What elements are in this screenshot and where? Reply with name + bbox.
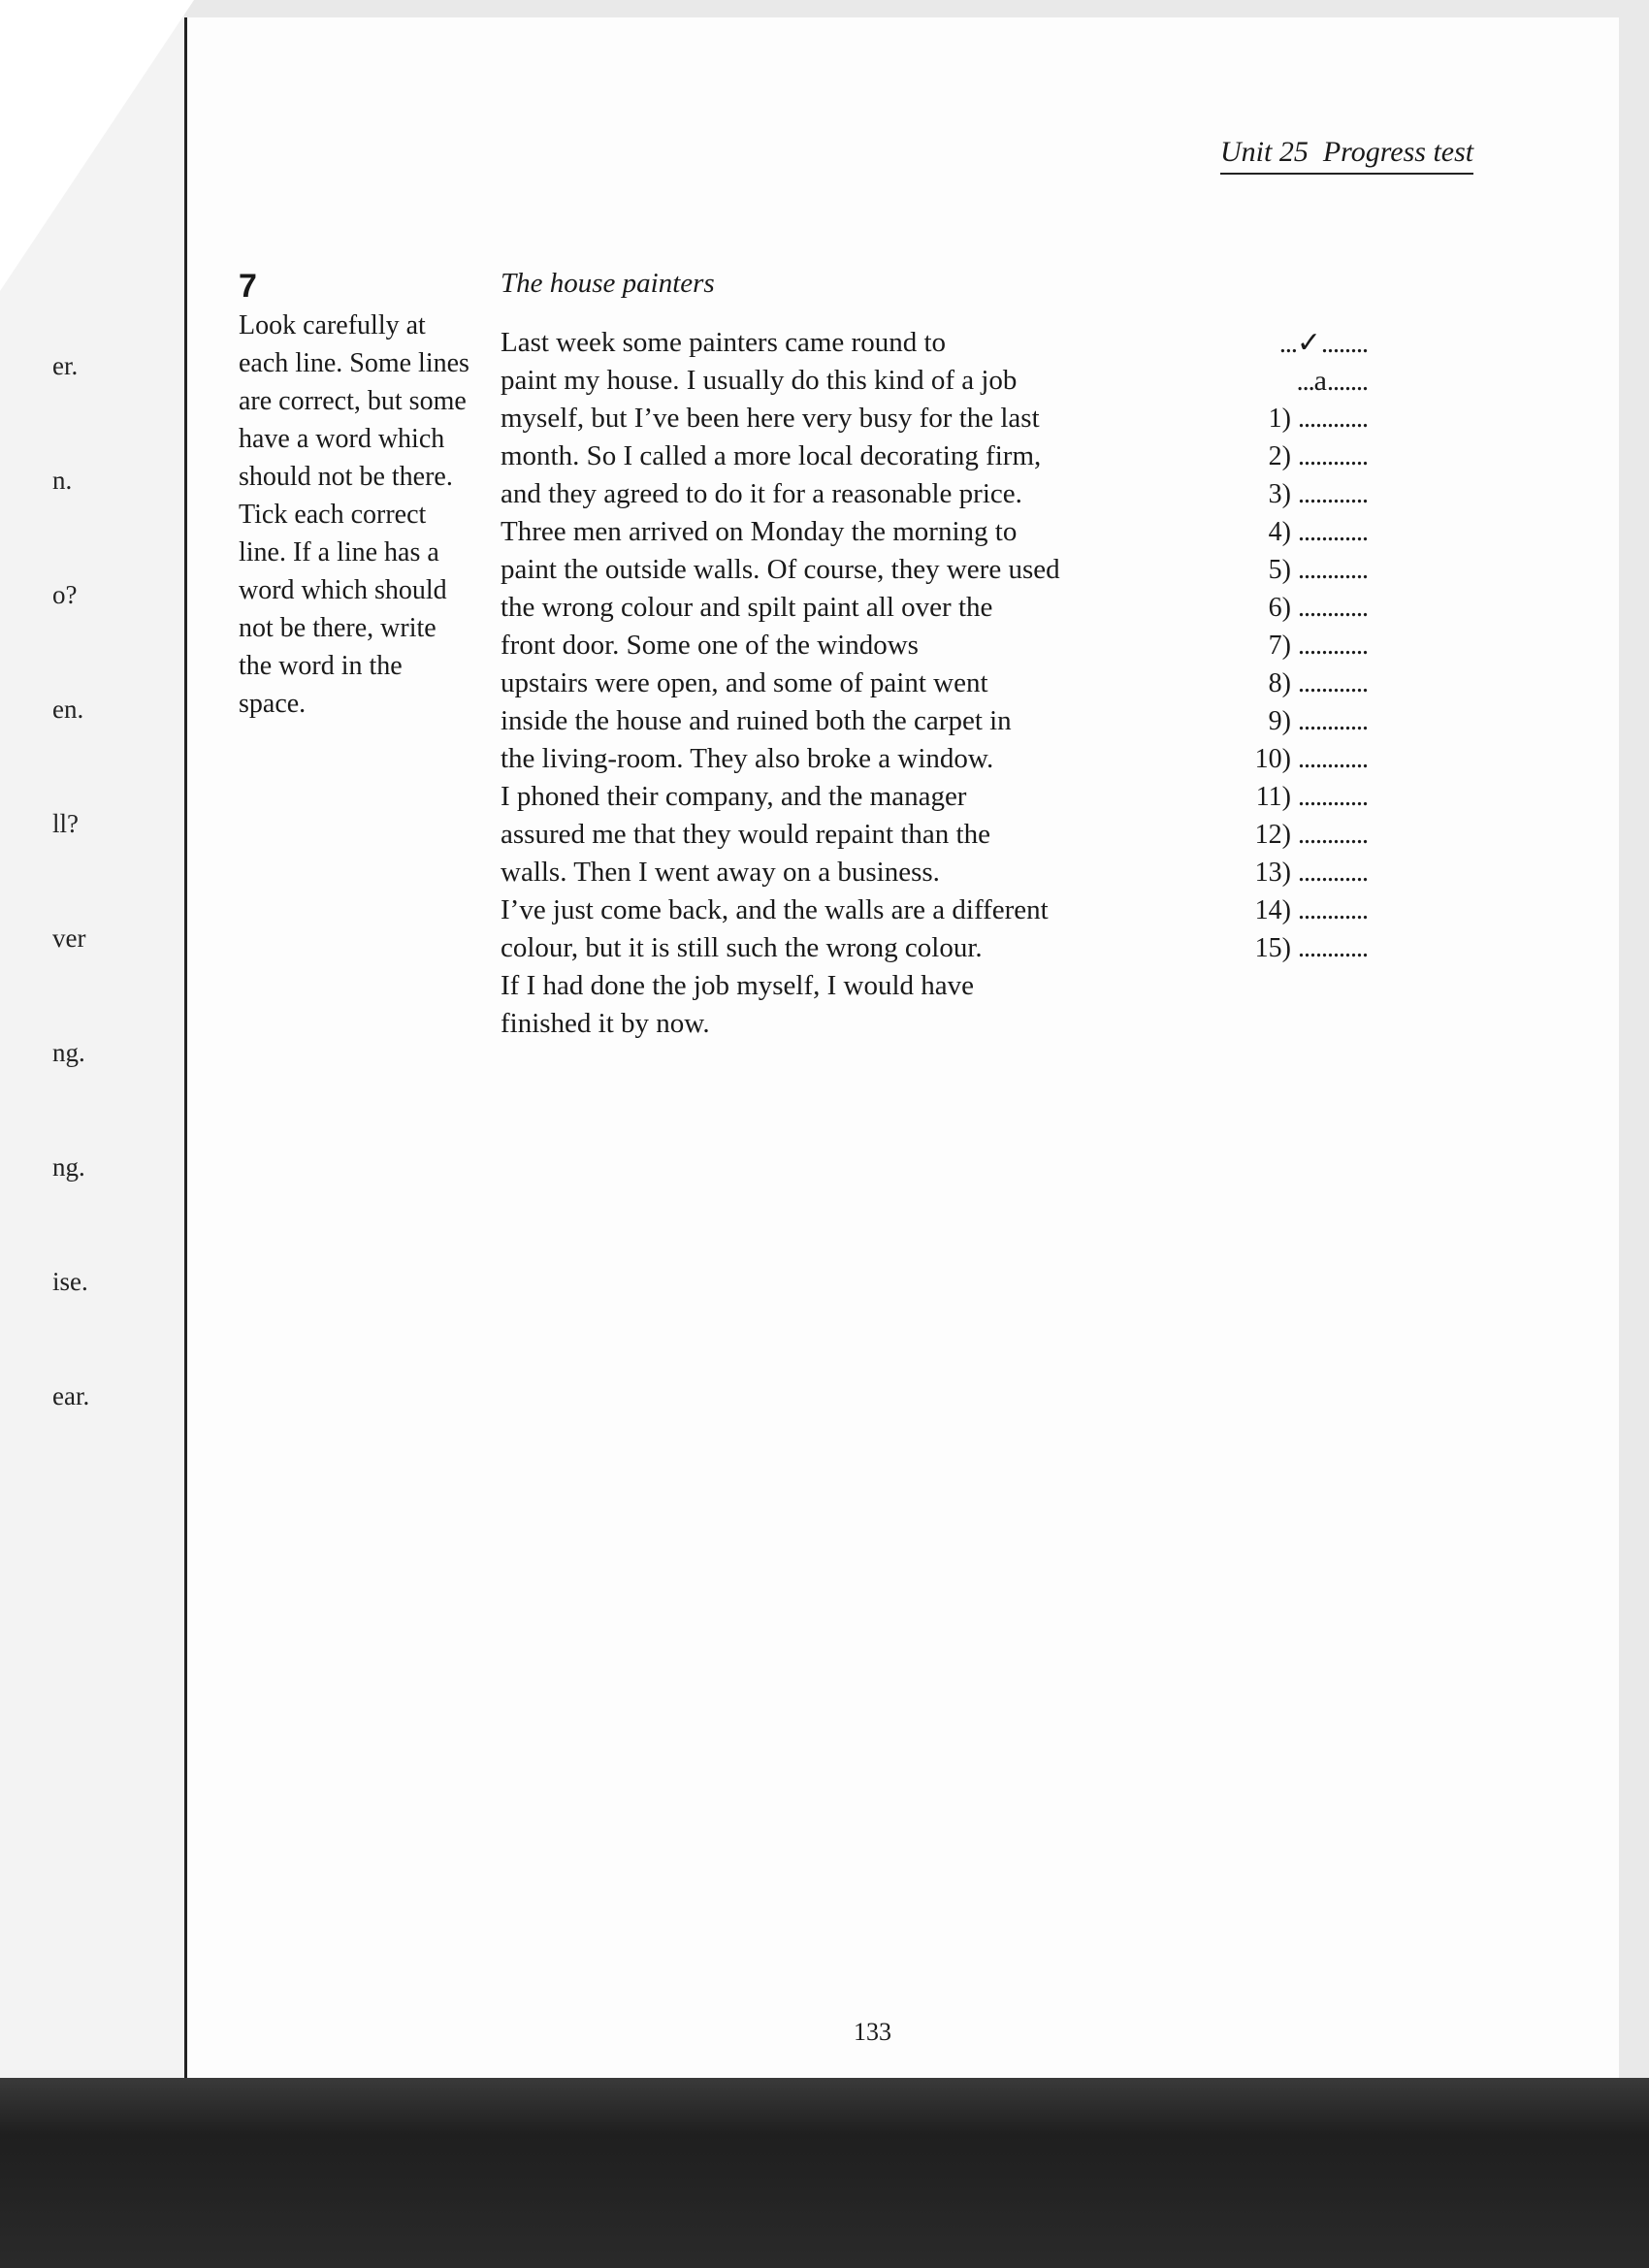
answer-dots: ............ bbox=[1298, 895, 1368, 925]
answer-dots: ............ bbox=[1298, 631, 1368, 661]
scan-shadow-bottom bbox=[0, 2078, 1649, 2268]
answer-blank[interactable] bbox=[1193, 816, 1368, 854]
margin-word: ear. bbox=[52, 1381, 90, 1410]
passage-line: the living-room. They also broke a window. bbox=[501, 743, 994, 774]
passage-line: If I had done the job myself, I would have bbox=[501, 970, 975, 1001]
passage-line: inside the house and ruined both the carpet in bbox=[501, 705, 1012, 736]
answer-dots: ............ bbox=[1298, 404, 1368, 434]
answer-dots: ........ bbox=[1321, 329, 1368, 359]
margin-word: ng. bbox=[52, 1152, 85, 1182]
margin-word: o? bbox=[52, 580, 78, 609]
passage-line: walls. Then I went away on a business. bbox=[501, 857, 940, 888]
answer-dots: ............ bbox=[1298, 668, 1368, 698]
answer-dots: ............ bbox=[1298, 744, 1368, 774]
answer-blank[interactable] bbox=[1193, 437, 1368, 475]
margin-word: ll? bbox=[52, 809, 79, 838]
answer-dots: ....... bbox=[1327, 367, 1368, 397]
exercise-number: 7 bbox=[239, 268, 257, 305]
answer-label: 3) bbox=[1268, 479, 1298, 509]
answer-label: 5) bbox=[1268, 555, 1298, 585]
answer-column bbox=[1193, 324, 1368, 967]
answer-label: 12) bbox=[1254, 820, 1298, 850]
header-title: Progress test bbox=[1322, 136, 1474, 168]
answer-dots: ............ bbox=[1298, 858, 1368, 888]
margin-word: ver bbox=[52, 923, 86, 953]
answer-label: 9) bbox=[1268, 706, 1298, 736]
passage-line: front door. Some one of the windows bbox=[501, 630, 919, 661]
answer-label: 10) bbox=[1254, 744, 1298, 774]
answer-blank[interactable] bbox=[1193, 551, 1368, 589]
passage-line: month. So I called a more local decorating firm, bbox=[501, 440, 1042, 471]
answer-blank[interactable] bbox=[1193, 854, 1368, 891]
passage-text bbox=[501, 324, 1180, 1043]
answer-blank[interactable] bbox=[1193, 778, 1368, 816]
answer-dots: ... bbox=[1278, 329, 1297, 359]
margin-word: ng. bbox=[52, 1038, 85, 1067]
passage-line: finished it by now. bbox=[501, 1008, 710, 1039]
answer-blank[interactable] bbox=[1193, 702, 1368, 740]
passage-title: The house painters bbox=[501, 268, 715, 299]
header-unit: Unit 25 bbox=[1220, 136, 1309, 168]
answer-label: 7) bbox=[1268, 631, 1298, 661]
passage-line: Last week some painters came round to bbox=[501, 327, 947, 358]
margin-word: en. bbox=[52, 695, 84, 724]
previous-page-edge bbox=[0, 0, 184, 2086]
passage-line: Three men arrived on Monday the morning to bbox=[501, 516, 1018, 547]
answer-blank[interactable] bbox=[1193, 400, 1368, 437]
answer-label: 2) bbox=[1268, 441, 1298, 471]
margin-word: n. bbox=[52, 466, 73, 495]
answer-dots: ............ bbox=[1298, 782, 1368, 812]
answer-blank[interactable] bbox=[1193, 740, 1368, 778]
answer-label: 1) bbox=[1268, 404, 1298, 434]
passage-line: paint my house. I usually do this kind of a job bbox=[501, 365, 1018, 396]
answer-label: 11) bbox=[1255, 782, 1298, 812]
answer-dots: ............ bbox=[1298, 706, 1368, 736]
answer-dots: ............ bbox=[1298, 933, 1368, 963]
answer-label: 14) bbox=[1254, 895, 1298, 925]
answer-label: 4) bbox=[1268, 517, 1298, 547]
answer-label: 6) bbox=[1268, 593, 1298, 623]
margin-word: ise. bbox=[52, 1267, 88, 1296]
answer-dots: ............ bbox=[1298, 441, 1368, 471]
passage-line: I phoned their company, and the manager bbox=[501, 781, 967, 812]
answer-dots: ............ bbox=[1298, 479, 1368, 509]
answer-blank[interactable] bbox=[1193, 929, 1368, 967]
passage-line: I’ve just come back, and the walls are a different bbox=[501, 894, 1049, 925]
answer-label: 15) bbox=[1254, 933, 1298, 963]
answer-label: 8) bbox=[1268, 668, 1298, 698]
answer-dots: ............ bbox=[1298, 555, 1368, 585]
passage-line: the wrong colour and spilt paint all over the bbox=[501, 592, 993, 623]
passage-line: paint the outside walls. Of course, they were used bbox=[501, 554, 1060, 585]
page-number: 133 bbox=[854, 2018, 891, 2046]
example-mark: ✓ bbox=[1296, 327, 1321, 359]
answer-dots: ............ bbox=[1298, 593, 1368, 623]
answer-blank[interactable] bbox=[1193, 589, 1368, 627]
passage-line: upstairs were open, and some of paint went bbox=[501, 667, 988, 698]
passage-line: colour, but it is still such the wrong colour. bbox=[501, 932, 983, 963]
answer-blank[interactable] bbox=[1193, 627, 1368, 664]
page-header bbox=[1220, 136, 1473, 175]
answer-dots: ............ bbox=[1298, 517, 1368, 547]
example-mark: a bbox=[1313, 365, 1327, 397]
exercise-instructions: Look carefully at each line. Some lines are correct, but some have a word which should not be there. Tick each correct line. If a line has a word which should not be there, write the word in the space. bbox=[239, 310, 469, 719]
passage-line: myself, but I’ve been here very busy for the last bbox=[501, 403, 1040, 434]
margin-word: er. bbox=[52, 351, 79, 380]
example-answer bbox=[1193, 324, 1368, 362]
answer-blank[interactable] bbox=[1193, 891, 1368, 929]
example-answer bbox=[1193, 362, 1368, 400]
answer-blank[interactable] bbox=[1193, 664, 1368, 702]
answer-dots: ............ bbox=[1298, 820, 1368, 850]
passage-line: and they agreed to do it for a reasonable price. bbox=[501, 478, 1022, 509]
folded-corner bbox=[0, 0, 194, 291]
passage-line: assured me that they would repaint than the bbox=[501, 819, 990, 850]
answer-blank[interactable] bbox=[1193, 475, 1368, 513]
answer-dots: ... bbox=[1296, 367, 1314, 397]
answer-label: 13) bbox=[1254, 858, 1298, 888]
answer-blank[interactable] bbox=[1193, 513, 1368, 551]
